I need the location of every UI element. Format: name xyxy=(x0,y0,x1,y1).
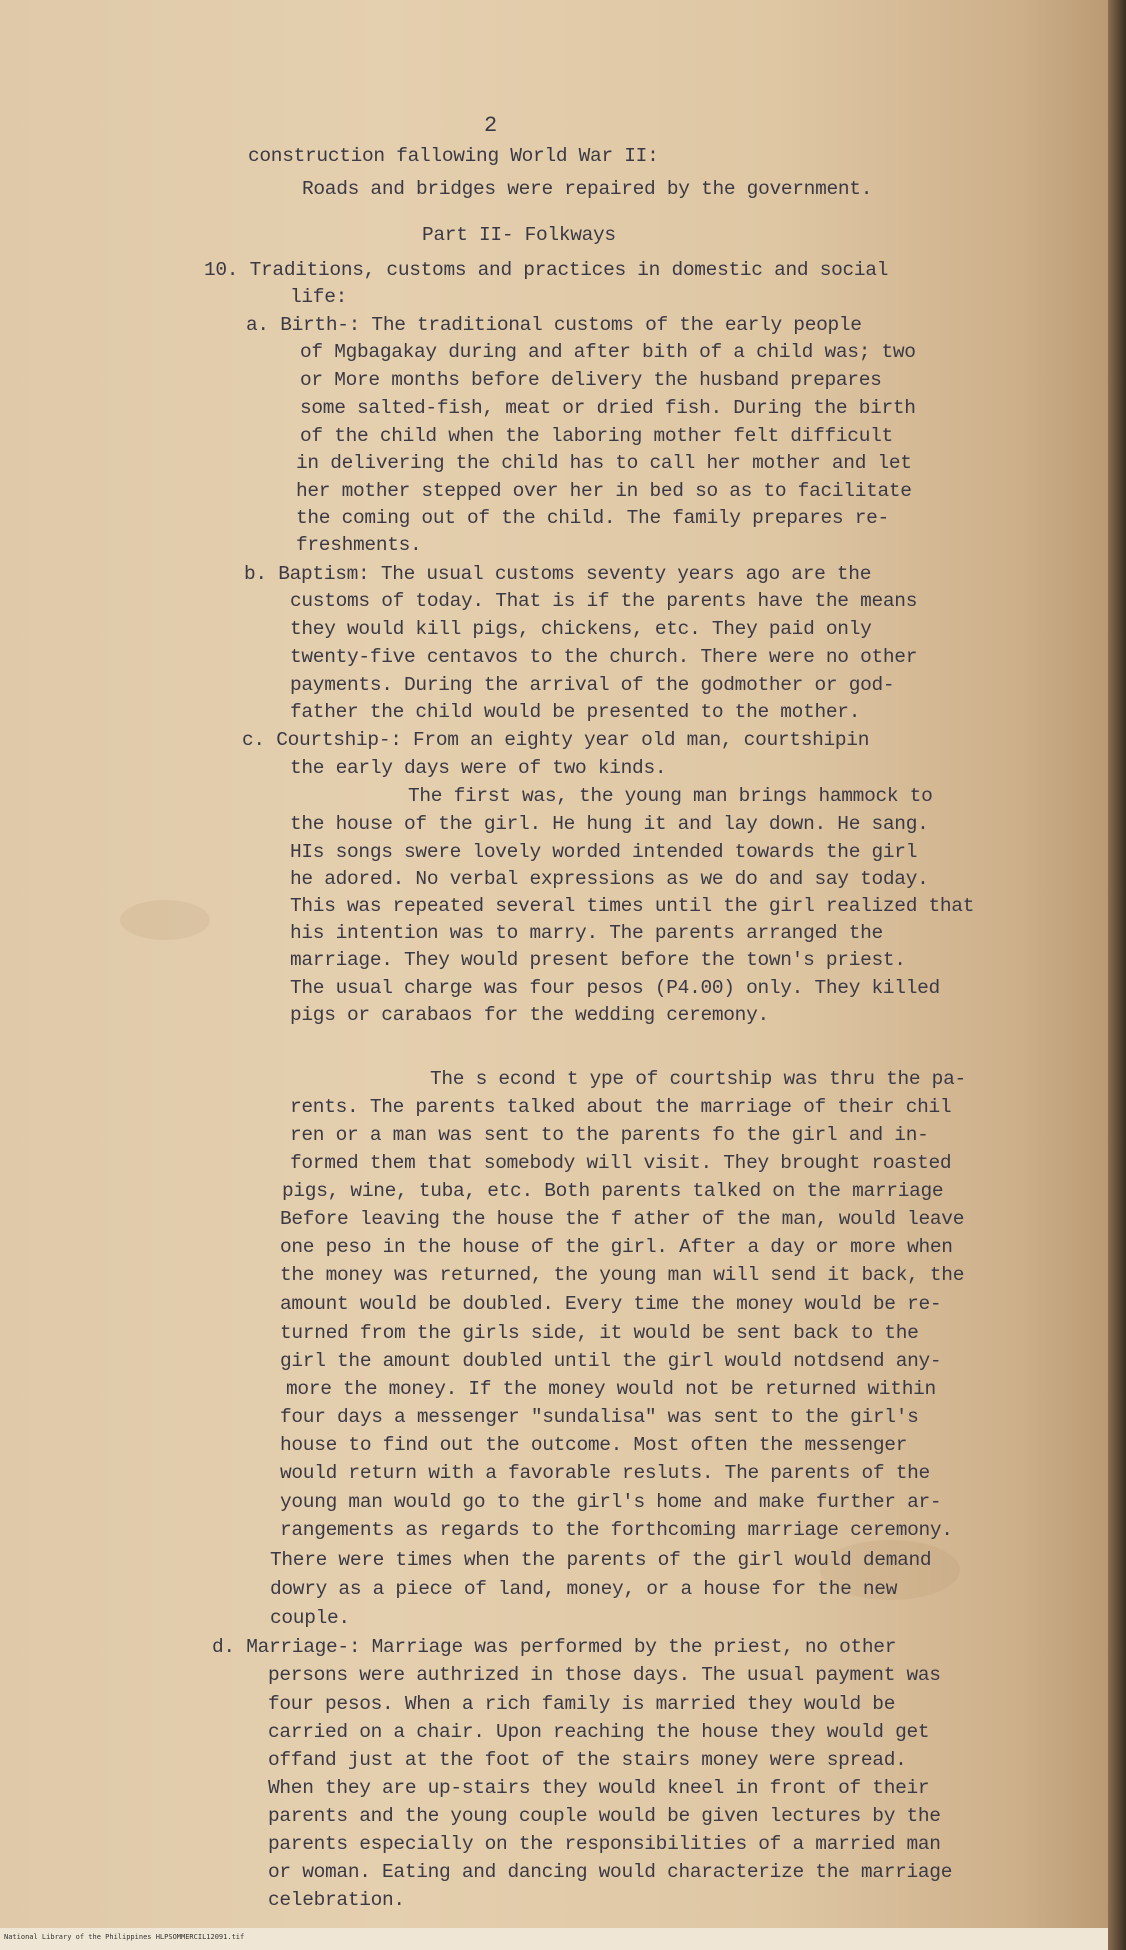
text-line: some salted-fish, meat or dried fish. During the birth xyxy=(300,397,916,419)
text-line: There were times when the parents of the girl would demand xyxy=(270,1549,932,1571)
text-line: customs of today. That is if the parents have the means xyxy=(290,590,918,612)
text-line: ren or a man was sent to the parents fo the girl and in- xyxy=(290,1124,929,1146)
text-line: This was repeated several times until the girl realized that xyxy=(290,895,975,917)
text-line: parents and the young couple would be given lectures by the xyxy=(268,1805,941,1827)
text-line: amount would be doubled. Every time the money would be re- xyxy=(280,1293,942,1315)
text-line: the money was returned, the young man will send it back, the xyxy=(280,1264,965,1286)
text-line: parents especially on the responsibilities of a married man xyxy=(268,1833,941,1855)
text-line: one peso in the house of the girl. After a day or more when xyxy=(280,1236,953,1258)
text-line: celebration. xyxy=(268,1889,405,1911)
text-line: house to find out the outcome. Most often the messenger xyxy=(280,1434,908,1456)
text-line: payments. During the arrival of the godmother or god- xyxy=(290,674,895,696)
scan-footer-text: National Library of the Philippines HLPSOMMERCIL12091.tif xyxy=(4,1933,245,1941)
text-line: dowry as a piece of land, money, or a house for the new xyxy=(270,1578,898,1600)
text-line: When they are up-stairs they would kneel in front of their xyxy=(268,1777,930,1799)
page-number: 2 xyxy=(484,113,498,138)
text-line: carried on a chair. Upon reaching the house they would get xyxy=(268,1721,930,1743)
text-line: four days a messenger "sundalisa" was sent to the girl's xyxy=(280,1406,919,1428)
text-line: twenty-five centavos to the church. There were no other xyxy=(290,646,918,668)
text-line: a. Birth-: The traditional customs of the early people xyxy=(246,314,862,336)
text-line: offand just at the foot of the stairs money were spread. xyxy=(268,1749,907,1771)
paper-stain xyxy=(120,900,210,940)
text-line: or More months before delivery the husband prepares xyxy=(300,369,882,391)
text-line: father the child would be presented to the mother. xyxy=(290,701,861,723)
text-line: The first was, the young man brings hammock to xyxy=(408,785,933,807)
text-line: the coming out of the child. The family prepares re- xyxy=(296,507,889,529)
text-line: rents. The parents talked about the marriage of their chil xyxy=(290,1096,952,1118)
text-line: they would kill pigs, chickens, etc. They paid only xyxy=(290,618,872,640)
text-line: 10. Traditions, customs and practices in domestic and social xyxy=(204,259,889,281)
text-line: life: xyxy=(290,286,348,308)
text-line: four pesos. When a rich family is married they would be xyxy=(268,1693,896,1715)
text-line: couple. xyxy=(270,1607,350,1629)
text-line: Roads and bridges were repaired by the government. xyxy=(302,178,873,200)
text-line: his intention was to marry. The parents arranged the xyxy=(290,922,883,944)
text-line: girl the amount doubled until the girl would notdsend any- xyxy=(280,1350,942,1372)
text-line: c. Courtship-: From an eighty year old man, courtshipin xyxy=(242,729,870,751)
text-line: of the child when the laboring mother felt difficult xyxy=(300,425,893,447)
text-line: of Mgbagakay during and after bith of a child was; two xyxy=(300,341,916,363)
text-line: b. Baptism: The usual customs seventy years ago are the xyxy=(244,563,872,585)
section-heading: Part II- Folkways xyxy=(422,224,616,246)
text-line: Before leaving the house the f ather of the man, would leave xyxy=(280,1208,965,1230)
text-line: pigs, wine, tuba, etc. Both parents talked on the marriage xyxy=(282,1180,944,1202)
text-line: freshments. xyxy=(296,534,422,556)
text-line: marriage. They would present before the town's priest. xyxy=(290,949,906,971)
text-line: more the money. If the money would not be returned within xyxy=(286,1378,936,1400)
text-line: in delivering the child has to call her mother and let xyxy=(296,452,912,474)
text-line: persons were authrized in those days. The usual payment was xyxy=(268,1664,941,1686)
text-line: d. Marriage-: Marriage was performed by the priest, no other xyxy=(212,1636,897,1658)
text-line: formed them that somebody will visit. They brought roasted xyxy=(290,1152,952,1174)
text-line: rangements as regards to the forthcoming marriage ceremony. xyxy=(280,1519,953,1541)
text-line: her mother stepped over her in bed so as to facilitate xyxy=(296,480,912,502)
text-line: he adored. No verbal expressions as we do and say today. xyxy=(290,868,929,890)
text-line: the early days were of two kinds. xyxy=(290,757,667,779)
text-line: or woman. Eating and dancing would characterize the marriage xyxy=(268,1861,953,1883)
text-line: The usual charge was four pesos (P4.00) only. They killed xyxy=(290,977,940,999)
scan-edge xyxy=(1108,0,1126,1950)
text-line: construction fallowing World War II: xyxy=(248,145,659,167)
text-line: young man would go to the girl's home and make further ar- xyxy=(280,1491,942,1513)
text-line: HIs songs swere lovely worded intended towards the girl xyxy=(290,841,918,863)
text-line: would return with a favorable resluts. The parents of the xyxy=(280,1462,930,1484)
text-line: The s econd t ype of courtship was thru the pa- xyxy=(430,1068,966,1090)
text-line: the house of the girl. He hung it and lay down. He sang. xyxy=(290,813,929,835)
text-line: pigs or carabaos for the wedding ceremony. xyxy=(290,1004,769,1026)
text-line: turned from the girls side, it would be sent back to the xyxy=(280,1322,919,1344)
